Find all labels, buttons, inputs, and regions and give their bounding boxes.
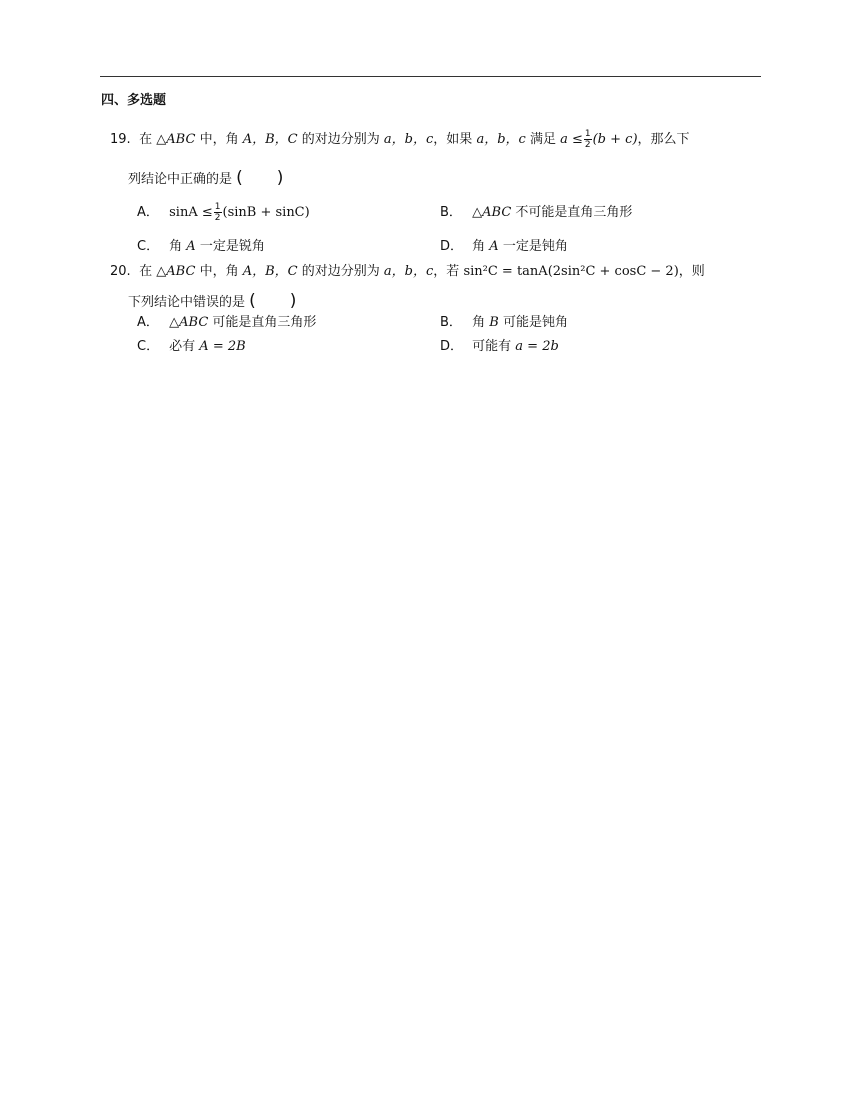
option-text: 可能有 [472,339,512,354]
q19-condition: a ≤ [560,132,583,147]
q20-option-b[interactable] [440,311,568,330]
q20-number: 20. [110,264,131,279]
option-text: 一定是锐角 [199,239,265,254]
option-label: B． [440,315,462,330]
q20-text: 在 [139,264,153,279]
q20-text: 下列结论中错误的是 [128,295,246,310]
q19-sides: a，b，c [476,132,526,147]
option-label: C． [137,239,160,254]
option-math: A = 2B [199,339,246,354]
q20-text: ，若 [433,264,460,279]
q20-stem-line1 [110,260,760,279]
q19-option-c[interactable] [137,235,265,254]
q19-option-d[interactable] [440,235,568,254]
option-math: B [489,315,499,330]
option-text: 角 [472,239,486,254]
option-math: △ABC [472,205,512,220]
q20-sides: a，b，c [383,264,434,279]
q20-text: 中，角 [199,264,239,279]
q20-text: 的对边分别为 [301,264,380,279]
q20-angles: A，B，C [242,264,298,279]
option-text: 必有 [169,339,196,354]
option-text: 可能是钝角 [503,315,569,330]
q20-option-d[interactable] [440,335,559,354]
q20-option-c[interactable] [137,335,246,354]
q19-angles: A，B，C [242,132,298,147]
option-fraction: $\frac{1}{2}$ [214,202,221,223]
q19-text: 列结论中正确的是 [128,172,233,187]
option-label: A． [137,315,159,330]
option-math: △ABC [169,315,209,330]
q19-condition: (b + c) [592,132,638,147]
q20-triangle: △ABC [156,264,196,279]
q19-sides: a，b，c [383,132,434,147]
q19-stem-line1 [110,128,760,150]
q19-option-a[interactable] [137,201,310,223]
option-label: B． [440,205,462,220]
top-rule [100,76,761,77]
section-title: 四、多选题 [101,93,167,108]
q20-option-a[interactable] [137,311,316,330]
q20-text: ，则 [678,264,705,279]
q19-text: 的对边分别为 [301,132,380,147]
answer-bracket: ( ) [236,168,284,188]
q19-text: ，如果 [433,132,473,147]
q19-text: 在 [139,132,153,147]
option-text: 角 [472,315,486,330]
option-label: A． [137,205,159,220]
q19-triangle: △ABC [156,132,196,147]
q19-text: 中，角 [199,132,239,147]
option-math: (sinB + sinC) [222,205,310,220]
q19-text: ，那么下 [637,132,690,147]
q20-stem-line2 [128,286,778,311]
q19-option-b[interactable] [440,201,632,220]
option-label: C． [137,339,160,354]
q20-equation: sin²C = tanA(2sin²C + cosC − 2) [463,264,679,279]
answer-bracket: ( ) [249,291,297,311]
option-text: 可能是直角三角形 [212,315,317,330]
option-text: 不可能是直角三角形 [515,205,633,220]
option-math: A [186,239,196,254]
option-label: D． [440,239,464,254]
option-math: a = 2b [515,339,559,354]
option-math: sinA ≤ [169,205,213,220]
option-math: A [489,239,499,254]
option-text: 一定是钝角 [502,239,568,254]
q19-number: 19. [110,132,131,147]
q19-text: 满足 [529,132,556,147]
q19-stem-line2 [128,163,778,188]
q19-fraction: $\frac{1}{2}$ [584,129,591,150]
option-label: D． [440,339,464,354]
option-text: 角 [169,239,183,254]
